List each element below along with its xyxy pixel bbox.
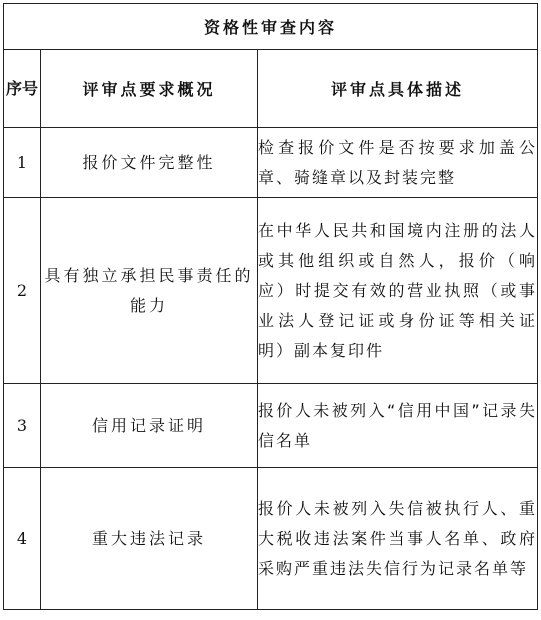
table-row [4, 468, 538, 610]
row-requirement: 信用记录证明 [41, 384, 258, 468]
row-requirement: 报价文件完整性 [41, 128, 258, 198]
row-number: 1 [4, 128, 41, 198]
table-row [4, 384, 538, 468]
row-description: 在中华人民共和国境内注册的法人或其他组织或自然人，报价（响应）时提交有效的营业执照（或事业法人登记证或身份证等相关证明）副本复印件 [258, 198, 538, 384]
row-description: 检查报价文件是否按要求加盖公章、骑缝章以及封装完整 [258, 128, 538, 198]
row-requirement: 具有独立承担民事责任的能力 [41, 198, 258, 384]
row-description: 报价人未被列入“信用中国”记录失信名单 [258, 384, 538, 468]
table-title-row [4, 4, 538, 50]
header-description: 评审点具体描述 [258, 50, 538, 128]
header-no: 序号 [4, 50, 41, 128]
row-number: 3 [4, 384, 41, 468]
row-number: 4 [4, 468, 41, 610]
qualification-review-table [3, 3, 538, 610]
row-number: 2 [4, 198, 41, 384]
table-row [4, 128, 538, 198]
row-description: 报价人未被列入失信被执行人、重大税收违法案件当事人名单、政府采购严重违法失信行为记录名单等 [258, 468, 538, 610]
row-requirement: 重大违法记录 [41, 468, 258, 610]
header-row [4, 50, 538, 128]
table-row [4, 198, 538, 384]
table-title: 资格性审查内容 [4, 4, 538, 50]
header-requirement: 评审点要求概况 [41, 50, 258, 128]
